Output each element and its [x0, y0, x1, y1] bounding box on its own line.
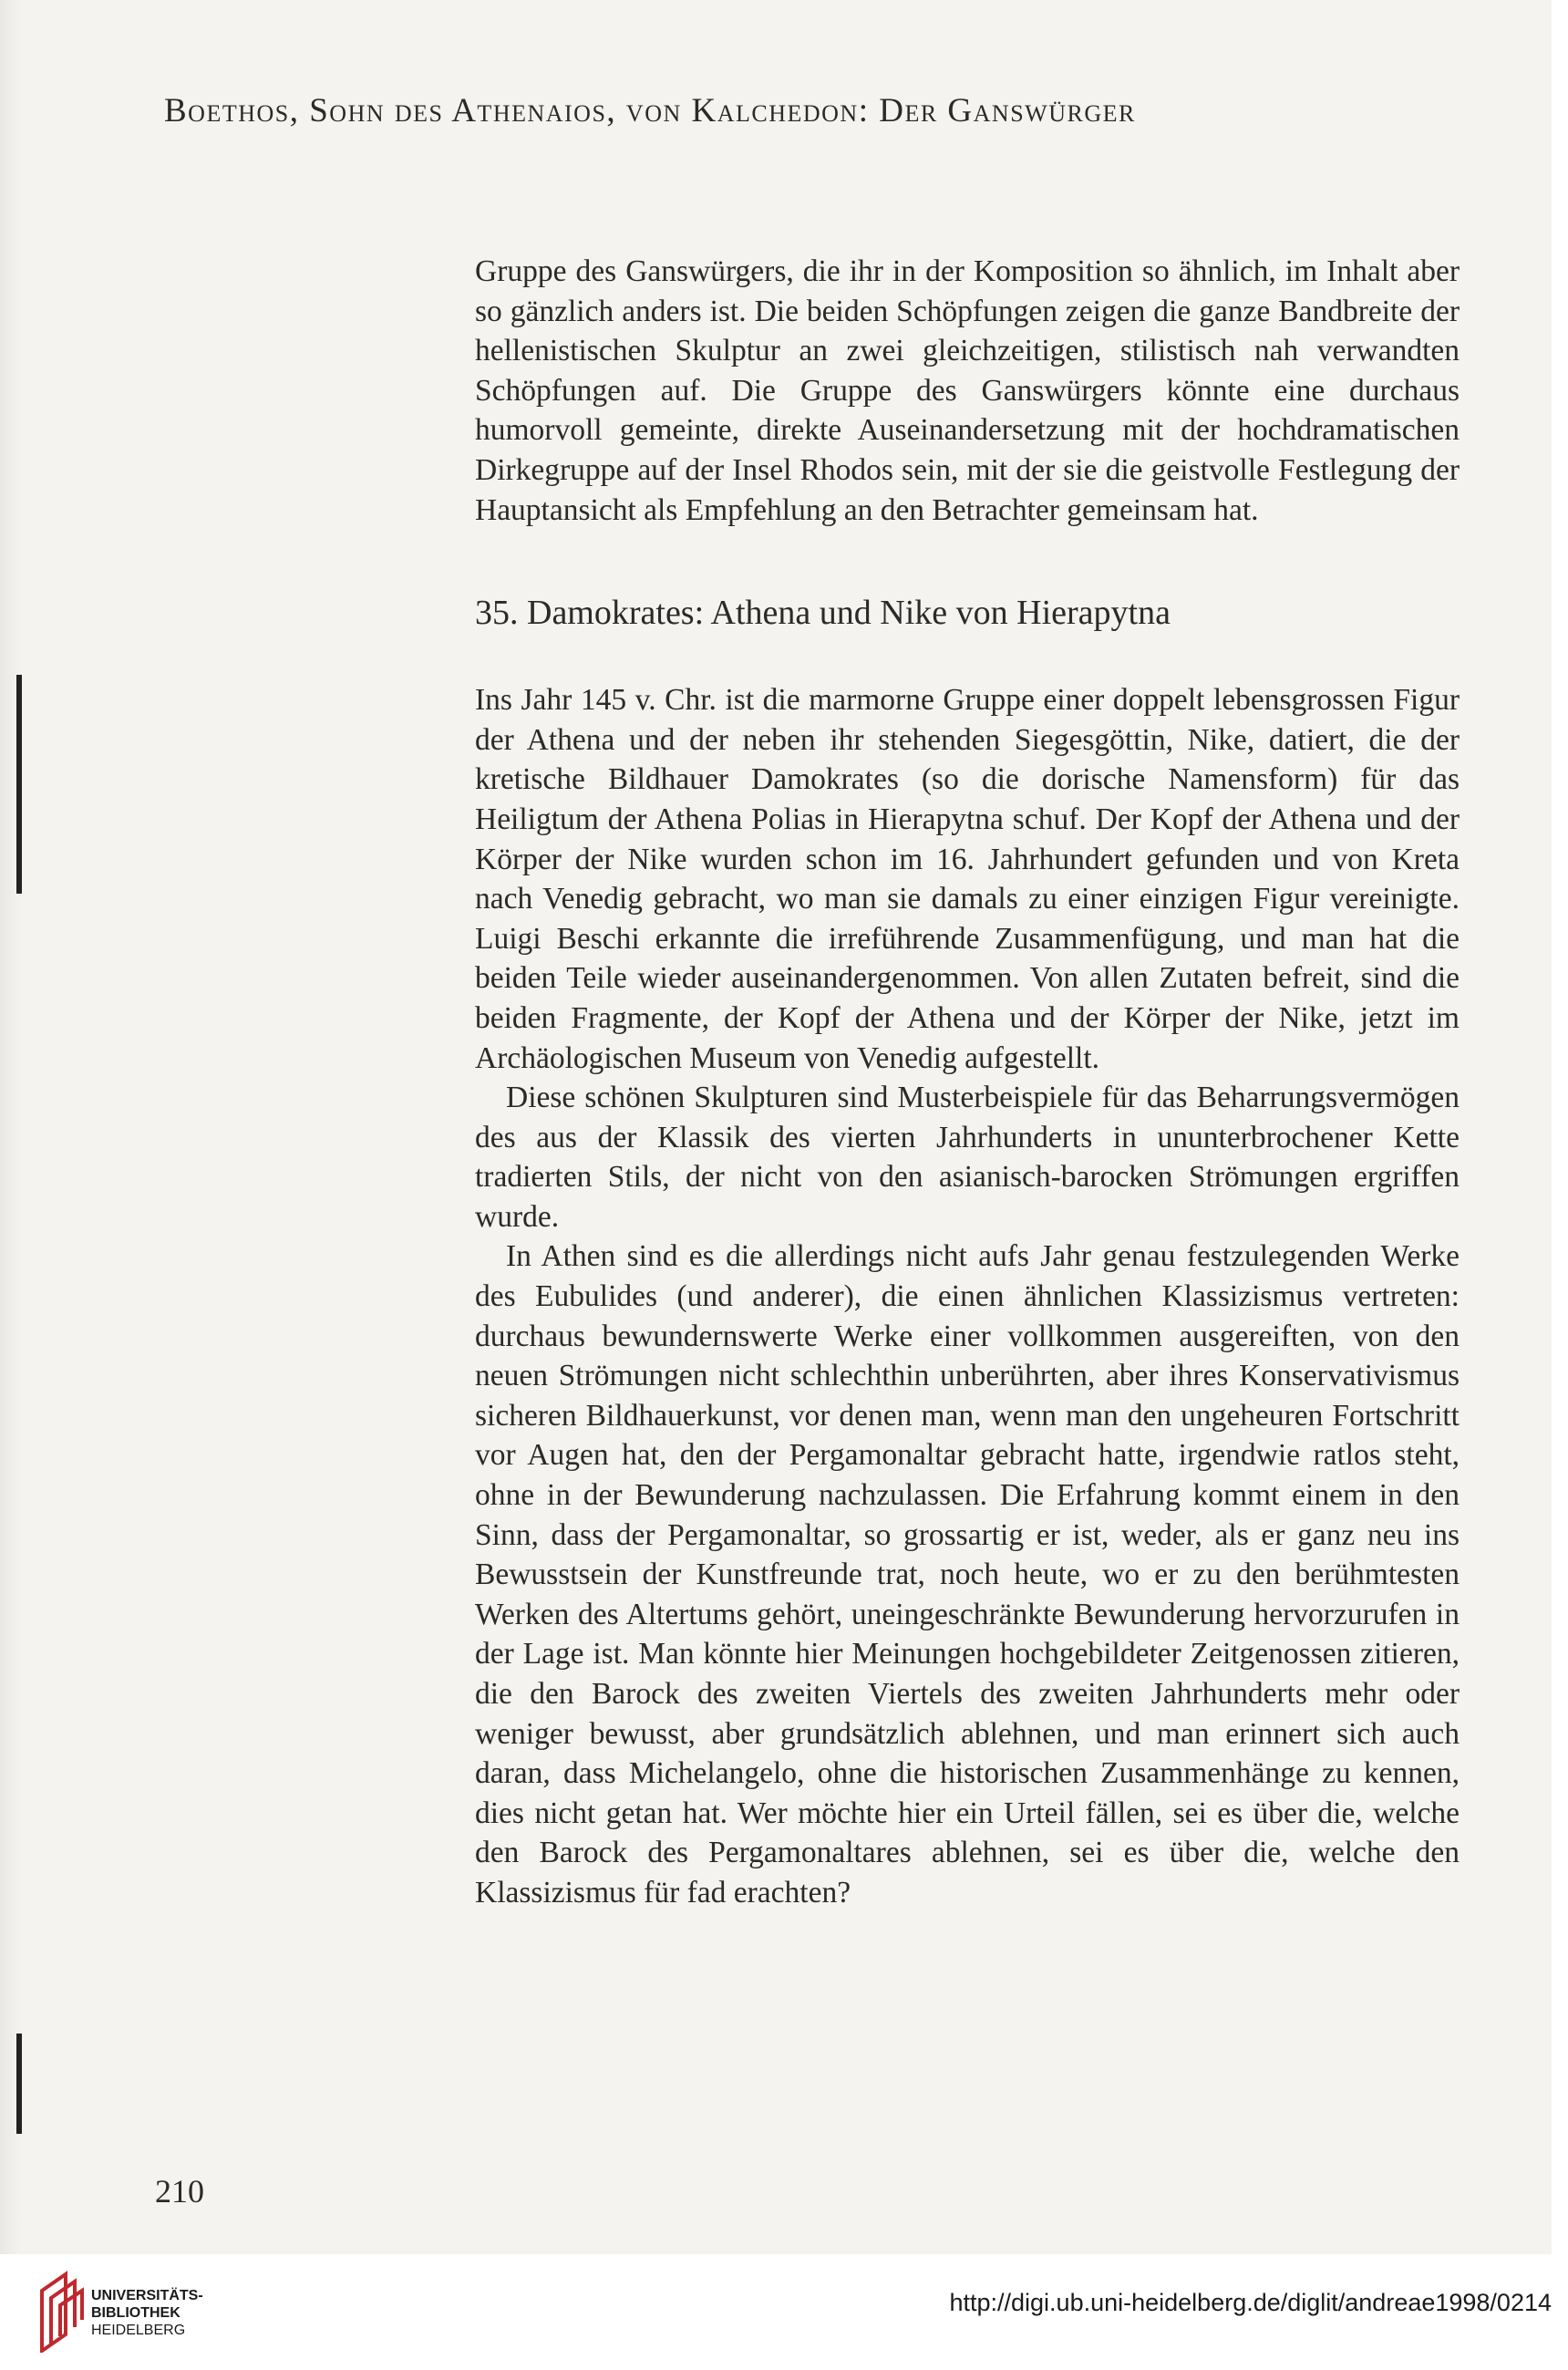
footer-bar — [0, 2254, 1568, 2370]
paragraph: Gruppe des Ganswürgers, die ihr in der Komposition so ähnlich, im Inhalt aber so gänzlich anders ist. Die beiden Schöpfungen zeigen die ganze Bandbreite der hellenistischen Skulptur an zwei gleichzeitigen, stilistisch nah verwandten Schöpfungen auf. Die Gruppe des Ganswürgers könnte eine durchaus humorvoll gemeinte, direkte Auseinandersetzung mit der hochdramatischen Dirkegruppe auf der Insel Rhodos sein, mit der sie die geistvolle Festlegung der Hauptansicht als Empfehlung an den Betrachter gemeinsam hat. — [475, 254, 1460, 527]
page-number: 210 — [155, 2173, 204, 2210]
binding-mark — [16, 2034, 22, 2134]
paragraph: In Athen sind es die allerdings nicht aufs Jahr genau festzulegenden Werke des Eubulides (und anderer), die einen ähnlichen Klassizismus vertreten: durchaus bewundernswerte Werke einer vollkommen ausgereiften, von den neuen Strömungen nicht schlechthin unberührten, aber ihres Konservativismus sicheren Bildhauerkunst, vor denen man, wenn man den ungeheuren Fortschritt vor Augen hat, den der Pergamonaltar gebracht hatte, irgendwie ratlos steht, ohne in der Bewunderung nachzulassen. Die Erfahrung kommt einem in den Sinn, dass der Pergamonaltar, so grossartig er ist, weder, als er ganz neu ins Bewusstsein der Kunstfreunde trat, noch heute, wo er zu den berühmtesten Werken des Altertums gehört, uneingeschränkte Bewunderung hervorzurufen in der Lage ist. Man könnte hier Meinungen hochgebildeter Zeitgenossen zitieren, die den Barock des zweiten Viertels des zweiten Jahrhunderts mehr oder weniger bewusst, aber grundsätzlich ablehnen, und man erinnert sich auch daran, dass Michelangelo, ohne die historischen Zusammenhänge zu kennen, dies nicht getan hat. Wer möchte hier ein Urteil fällen, sei es über die, welche den Barock des Pergamonaltares ablehnen, sei es über die, welche den Klassizismus für fad erachten? — [475, 1239, 1460, 1909]
source-url-link[interactable]: http://digi.ub.uni-heidelberg.de/diglit/andreae1998/0214 — [949, 2289, 1552, 2316]
binding-mark — [16, 675, 22, 894]
library-logo-icon — [35, 2271, 86, 2353]
library-name-line: HEIDELBERG — [91, 2323, 186, 2338]
library-name — [91, 2287, 203, 2339]
main-text — [475, 252, 1460, 1913]
library-name-line: BIBLIOTHEK — [91, 2305, 181, 2321]
page-edge — [1552, 0, 1568, 2254]
library-name-line: UNIVERSITÄTS- — [91, 2288, 203, 2303]
paragraph: Ins Jahr 145 v. Chr. ist die marmorne Gruppe einer doppelt lebensgrossen Figur der Athena und der neben ihr stehenden Siegesgöttin, Nike, datiert, die der kretische Bildhauer Damokrates (so die dorische Namensform) für das Heiligtum der Athena Polias in Hierapytna schuf. Der Kopf der Athena und der Körper der Nike wurden schon im 16. Jahrhundert gefunden und von Kreta nach Venedig gebracht, wo man sie damals zu einer einzigen Figur vereinigte. Luigi Beschi erkannte die irreführende Zusammenfügung, und man hat die beiden Teile wieder auseinandergenommen. Von allen Zutaten befreit, sind die beiden Fragmente, der Kopf der Athena und der Körper der Nike, jetzt im Archäologischen Museum von Venedig aufgestellt. — [475, 683, 1460, 1075]
section-heading: 35. Damokrates: Athena und Nike von Hierapytna — [475, 594, 1171, 633]
paragraph: Diese schönen Skulpturen sind Musterbeispiele für das Beharrungsvermögen des aus der Klassik des vierten Jahrhunderts in ununterbrochener Kette tradierten Stils, der nicht von den asianisch-barocken Strömungen ergriffen wurde. — [475, 1081, 1460, 1234]
page-spine-shadow — [0, 0, 22, 2254]
running-head: Boethos, Sohn des Athenaios, von Kalchedon: Der Ganswürger — [164, 92, 1136, 129]
